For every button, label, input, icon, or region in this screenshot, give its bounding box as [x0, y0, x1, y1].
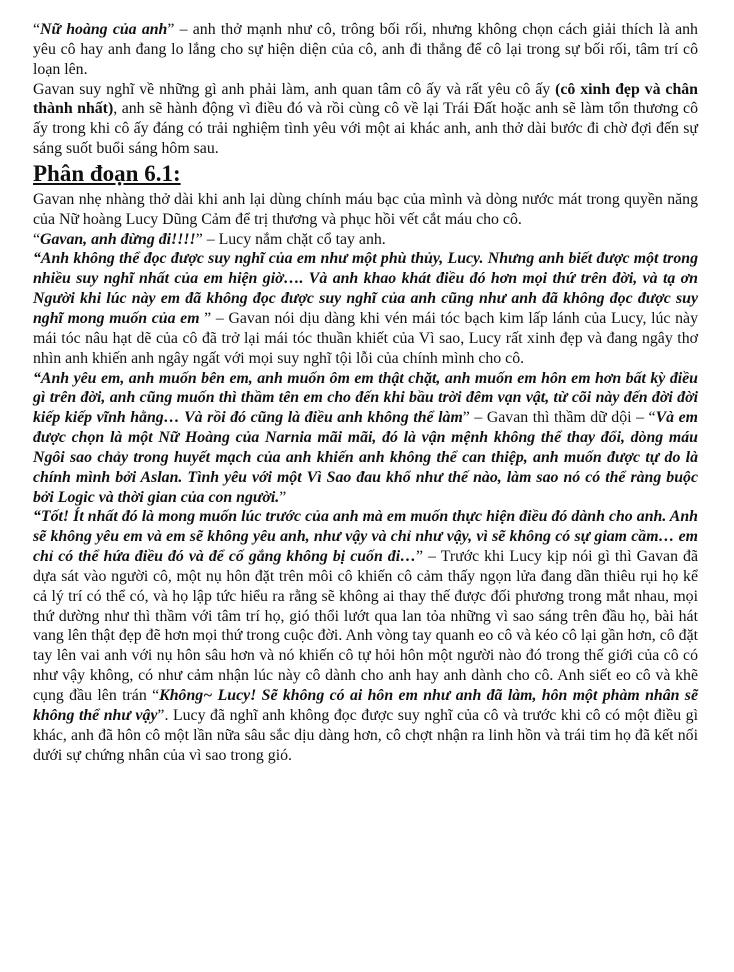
quote-mark: “: [33, 369, 41, 387]
quote-mark: ”: [279, 488, 287, 506]
narration-text: Gavan suy nghĩ về những gì anh phải làm, anh quan tâm cô ấy và rất yêu cô ấy: [33, 80, 556, 98]
dialogue-quote: Không~ Lucy! Sẽ không có ai hôn em như anh đã làm, hôn một phàm nhân sẽ không thể như vậy: [33, 687, 698, 724]
dialogue-quote: Gavan, anh đừng đi!!!!: [40, 230, 196, 248]
narration-text: , anh sẽ hành động vì điều đó và rồi cùng cô về lại Trái Đất hoặc anh sẽ làm tổn thương cô ấy trong khi cô ấy đáng có trải nghiệm tình yêu với một ai khác anh, anh thở dài bước đi chờ đợi đến sự sáng suốt buổi sáng hôm sau.: [33, 100, 698, 158]
narration-text: ”. Lucy đã nghĩ anh không đọc được suy nghĩ của cô và trước khi cô có một điều gì khác, anh đã hôn cô một lần nữa sâu sắc dịu dàng hơn, cô chợt nhận ra linh hồn và trái tim họ đã kết nối dưới sự chứng nhân của vì sao trong gió.: [33, 706, 699, 764]
paragraph-3: Gavan nhẹ nhàng thở dài khi anh lại dùng chính máu bạc của mình và dòng nước mát trong quyền năng của Nữ hoàng Lucy Dũng Cảm để trị thương và phục hồi vết cắt máu cho cô.: [33, 190, 698, 228]
paragraph-4: [33, 230, 698, 250]
paragraph-6: [33, 369, 698, 508]
section-heading: Phân đoạn 6.1:: [33, 160, 181, 186]
bold-emphasis: (cô xinh đẹp và chân thành nhất): [33, 80, 698, 118]
dialogue-quote: Anh không thể đọc được suy nghĩ của em như một phù thủy, Lucy. Nhưng anh biết được một trong nhiều suy nghĩ nhất của em hiện giờ…. Và anh khao khát điều đó hơn mọi thứ trên đời, và tạ ơn Người khi lúc này em đã không đọc được suy nghĩ của anh cũng như anh đã không đọc được suy nghĩ mong muốn của em: [33, 250, 698, 327]
narration-text: ” – Gavan thì thầm dữ dội – “: [462, 409, 656, 427]
quote-mark: “: [33, 250, 41, 268]
paragraph-7: [33, 507, 698, 765]
narration-text: ” – Lucy nắm chặt cổ tay anh.: [195, 230, 386, 248]
dialogue-quote: Và em được chọn là một Nữ Hoàng của Narnia mãi mãi, đó là vận mệnh không thể thay đổi, dòng máu Ngôi sao chảy trong huyết mạch của anh khiến anh không thể can thiệp, anh muốn được tự do là chính mình bởi Aslan. Tình yêu với một Vì Sao đau khổ như thế nào, làm sao nó có thể ràng buộc bởi Logic và thời gian của con người.: [33, 409, 698, 506]
narration-text: ” – anh thở mạnh như cô, trông bối rối, nhưng không chọn cách giải thích là anh yêu cô hay anh đang lo lắng cho sự hiện diện của cô, anh đi thẳng để cô lại trong sự bối rối, tâm trí cô loạn lên.: [33, 21, 698, 78]
paragraph-2: [33, 80, 698, 159]
paragraph-5: [33, 249, 698, 368]
quote-mark: “: [33, 230, 41, 248]
narration-text: ” – Gavan nói dịu dàng khi vén mái tóc bạch kim lấp lánh của Lucy, lúc này mái tóc nâu hạt dẽ của cô đã trở lại mái tóc thuần khiết của Vì sao, Lucy rất xinh đẹp và đang ngây thơ nhìn anh khiến anh ngây ngất với mọi suy nghĩ tội lỗi của chính mình cho cô.: [33, 309, 698, 367]
narration-text: ” – Trước khi Lucy kịp nói gì thì Gavan đã dựa sát vào người cô, một nụ hôn đặt trên môi cô khiến cô cảm thấy ngọn lửa đang dần thiêu rụi họ kể cả lý trí có thể có, và họ lập tức hiểu ra rằng sẽ không ai thay thế được đối phương trong mắt nhau, mọi thứ dường như thì thầm với tâm trí họ, gió thổi lướt qua lan tỏa những vì sao sáng trên đầu họ, bài hát vang lên thật đẹp đẽ hơn mọi thứ trong cuộc đời. Anh vòng tay quanh eo cô và kéo cô lại gần hơn, cô đặt tay lên vai anh với nụ hôn sâu hơn và nó khiến cô tự hỏi hôn một người nào đó trong thế giới của cô có như vậy không, có như cảm nhận lúc này cô dành cho anh hay anh dành cho cô. Anh siết eo cô và khẽ cụng đầu lên trán “: [33, 548, 698, 704]
dialogue-quote: Nữ hoàng của anh: [40, 21, 168, 38]
dialogue-quote: Anh yêu em, anh muốn bên em, anh muốn ôm em thật chặt, anh muốn em hôn em hơn bất kỳ điều gì trên đời, anh cũng muốn thì thầm tên em cho đến khi bầu trời đêm vạn vật, từ cõi này đến đời đời kiếp kiếp vĩnh hằng… Và rồi đó cũng là điều anh không thể làm: [33, 369, 698, 427]
paragraph-1: [33, 20, 698, 80]
dialogue-quote: Tốt! Ít nhất đó là mong muốn lúc trước của anh mà em muốn thực hiện điều đó dành cho anh. Anh sẽ không yêu em và em sẽ không yêu anh, như vậy và chỉ như vậy, vì sẽ không có sự giam cầm… em chỉ có thể hứa điều đó và để cố gắng không bị cuốn đi…: [33, 508, 698, 566]
quote-mark: “: [33, 21, 41, 38]
quote-mark: “: [33, 508, 41, 526]
